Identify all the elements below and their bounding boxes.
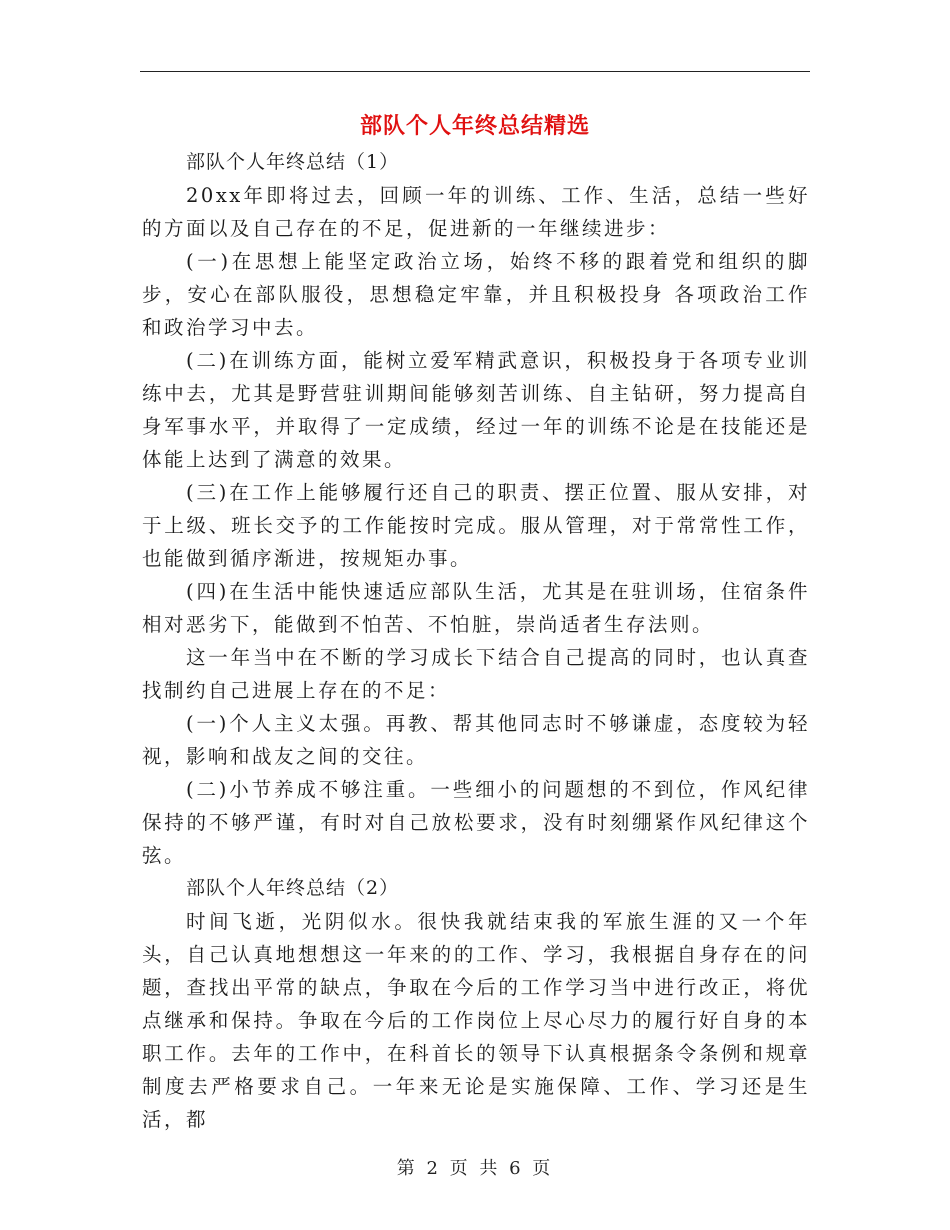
- section-1-paragraph: (二)小节养成不够注重。一些细小的问题想的不到位，作风纪律保持的不够严谨，有时对自己放松要求，没有时刻绷紧作风纪律这个弦。: [142, 778, 810, 867]
- document-title: 部队个人年终总结精选: [359, 113, 590, 139]
- section-1-paragraph: (一)在思想上能坚定政治立场，始终不移的跟着党和组织的脚步，安心在部队服役，思想稳定牢靠，并且积极投身 各项政治工作和政治学习中去。: [142, 250, 810, 339]
- section-2-paragraph: 时间飞逝，光阴似水。很快我就结束我的军旅生涯的又一个年头，自己认真地想想这一年来的的工作、学习，我根据自身存在的问题，查找出平常的缺点，争取在今后的工作学习当中进行改正，将优点继承和保持。争取在今后的工作岗位上尽心尽力的履行好自身的本职工作。去年的工作中，在科首长的领导下认真根据条令条例和规章制度去严格要求自己。一年来无论是实施保障、工作、学习还是生活，都: [142, 910, 810, 1131]
- document-body: [142, 146, 810, 1136]
- section-1-paragraph: (一)个人主义太强。再教、帮其他同志时不够谦虚，态度较为轻视，影响和战友之间的交往。: [142, 712, 810, 768]
- section-1-paragraph: 这一年当中在不断的学习成长下结合自己提高的同时，也认真查找制约自己进展上存在的不足：: [142, 646, 810, 702]
- section-2-heading: 部队个人年终总结（2）: [186, 877, 400, 899]
- page-number-footer: 第 2 页 共 6 页: [396, 1158, 554, 1179]
- header-rule: [140, 71, 810, 72]
- section-1-paragraph: (四)在生活中能快速适应部队生活，尤其是在驻训场，住宿条件相对恶劣下，能做到不怕苦、不怕脏，崇尚适者生存法则。: [142, 580, 810, 636]
- section-1-heading: 部队个人年终总结（1）: [186, 151, 400, 173]
- section-1-paragraph: (二)在训练方面，能树立爱军精武意识，积极投身于各项专业训练中去，尤其是野营驻训期间能够刻苦训练、自主钻研，努力提高自身军事水平，并取得了一定成绩，经过一年的训练不论是在技能还是体能上达到了满意的效果。: [142, 349, 810, 471]
- section-1-paragraph: 20xx年即将过去，回顾一年的训练、工作、生活，总结一些好的方面以及自己存在的不足，促进新的一年继续进步：: [142, 184, 810, 240]
- section-1-paragraph: (三)在工作上能够履行还自己的职责、摆正位置、服从安排，对于上级、班长交予的工作能按时完成。服从管理，对于常常性工作，也能做到循序渐进，按规矩办事。: [142, 481, 810, 570]
